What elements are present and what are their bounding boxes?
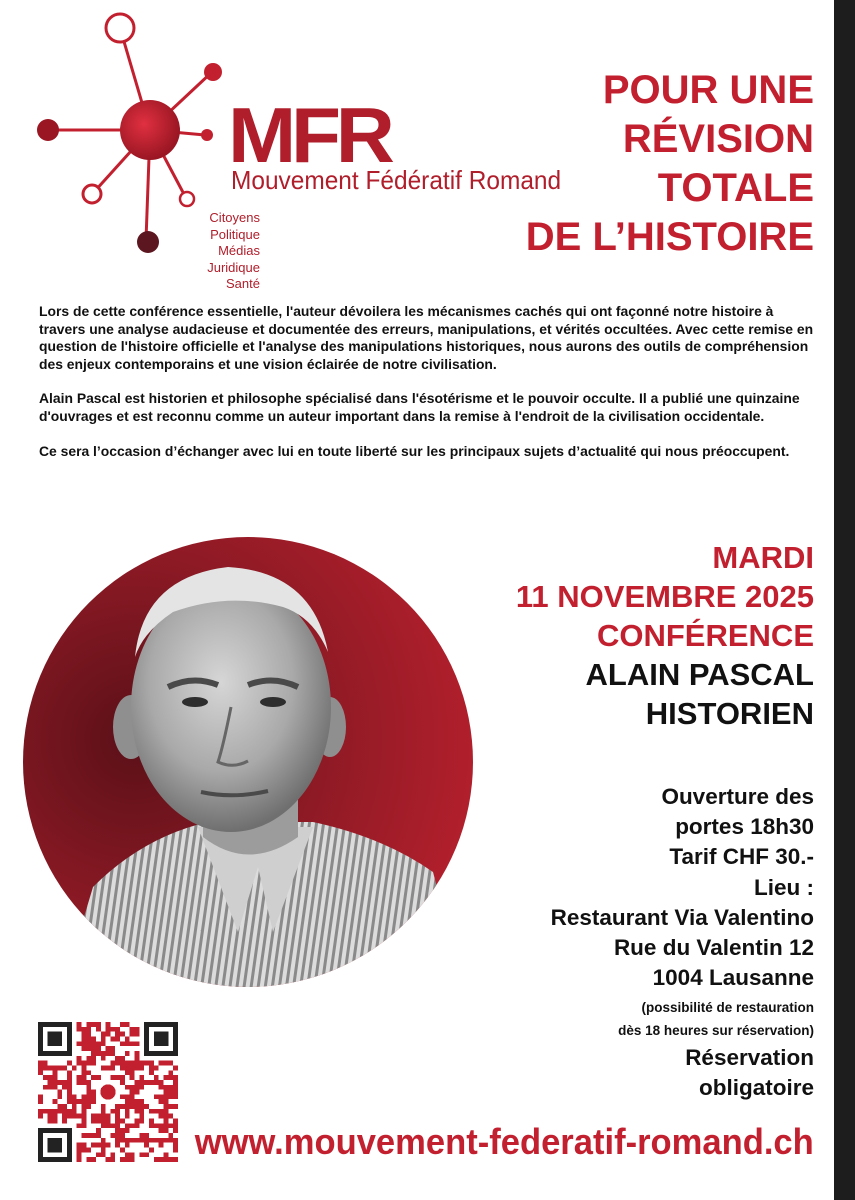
venue-city: 1004 Lausanne: [652, 965, 814, 991]
place-label: Lieu :: [754, 874, 814, 900]
website-link[interactable]: www.mouvement-federatif-romand.ch: [195, 1121, 814, 1162]
topics-list: [140, 210, 260, 293]
qr-code[interactable]: [38, 1022, 178, 1162]
description-paragraph: Lors de cette conférence essentielle, l'auteur dévoilera les mécanismes cachés qui ont façonné notre histoire à travers une analyse audacieuse et documentée des erreurs, manipulations, et vérités occultées. Avec cette remise en question de l'histoire officielle et l'analyse des manipulations historiques, nous aurons des outils de compréhension des enjeux contemporains et une vision éclairée de notre civilisation.: [39, 303, 814, 372]
qr-center-logo-icon: [100, 1084, 115, 1099]
topic-item: Santé: [226, 276, 260, 291]
qr-finder-square: [154, 1032, 168, 1046]
speaker-photo-circle: [23, 537, 473, 987]
reservation-notice: [685, 1043, 814, 1103]
event-type: CONFÉRENCE: [596, 618, 814, 653]
price: Tarif CHF 30.-: [669, 844, 814, 870]
reservation-line-2: obligatoire: [698, 1075, 814, 1100]
qr-finder-square: [48, 1138, 62, 1152]
screen-edge: [834, 0, 855, 1200]
topic-item: Juridique: [207, 259, 260, 275]
speaker-portrait: [23, 537, 473, 987]
description: [39, 303, 819, 477]
topic-item: Politique: [210, 226, 260, 242]
headline-line: RÉVISION: [622, 117, 814, 161]
event-date: 11 NOVEMBRE 2025: [515, 579, 814, 614]
qr-finder-square: [48, 1032, 62, 1046]
topic-item: Citoyens: [209, 210, 260, 225]
opening-line-1: Ouverture des: [661, 784, 814, 809]
restaurant-note: [618, 996, 814, 1042]
speaker-role: HISTORIEN: [645, 696, 814, 731]
description-paragraph: Ce sera l’occasion d’échanger avec lui en toute liberté sur les principaux sujets d’actualité qui nous préoccupent.: [39, 442, 790, 459]
headline-line: TOTALE: [657, 166, 814, 210]
note-line-1: (possibilité de restauration: [641, 1000, 814, 1015]
venue-name: Restaurant Via Valentino: [550, 904, 814, 930]
event-day: MARDI: [712, 540, 814, 575]
headline-line: DE L’HISTOIRE: [525, 215, 814, 259]
organization-name: Mouvement Fédératif Romand: [231, 165, 562, 195]
headline: [526, 66, 814, 262]
event-details: [551, 782, 814, 993]
event-info: [516, 538, 814, 733]
headline-line: POUR UNE: [602, 68, 814, 112]
description-paragraph: Alain Pascal est historien et philosophe spécialisé dans l'ésotérisme et le pouvoir occulte. Il a publié une quinzaine d'ouvrages et est reconnu comme un auteur important dans la remise à l'endroit de la civilisation occidentale.: [39, 390, 800, 424]
reservation-line-1: Réservation: [685, 1045, 814, 1070]
mfr-letters: MFR: [228, 91, 390, 179]
note-line-2: dès 18 heures sur réservation): [618, 1023, 814, 1038]
speaker-name: ALAIN PASCAL: [585, 657, 814, 692]
topic-item: Médias: [218, 243, 260, 258]
venue-street: Rue du Valentin 12: [613, 935, 814, 961]
opening-line-2: portes 18h30: [675, 814, 814, 840]
